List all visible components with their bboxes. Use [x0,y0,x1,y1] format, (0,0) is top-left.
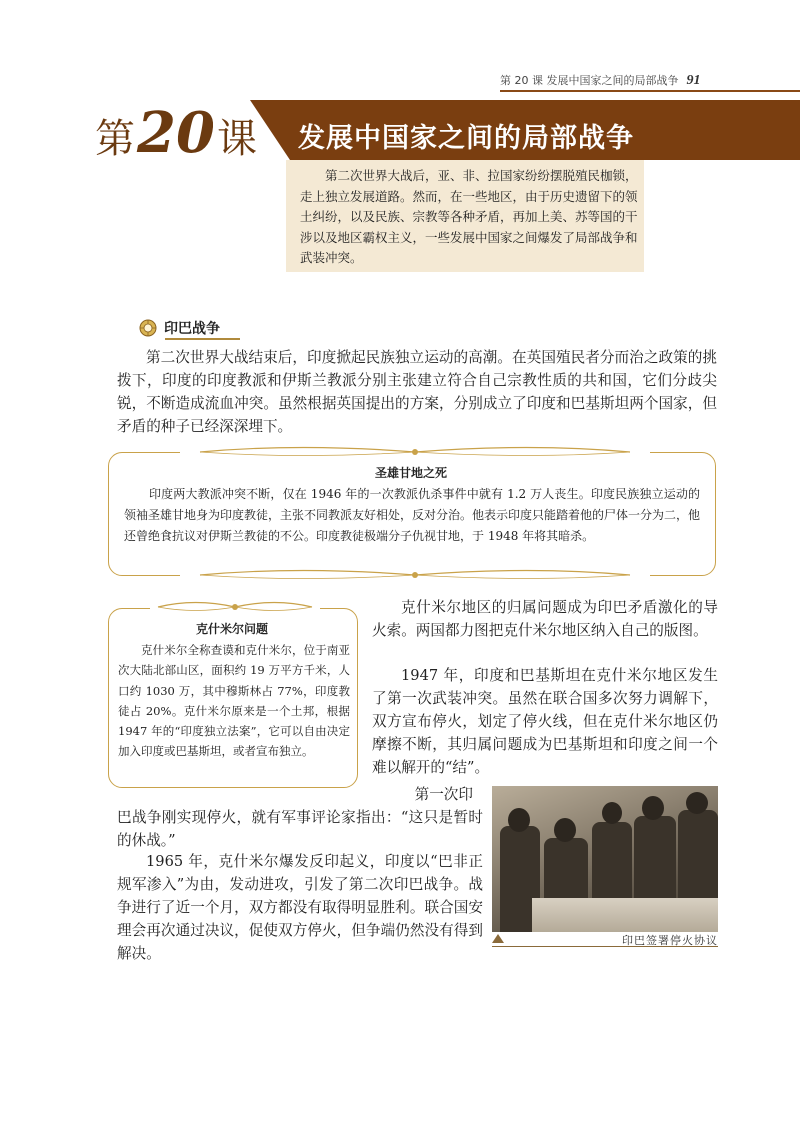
box-ornament-top [150,600,320,614]
kashmir-box-text: 克什米尔全称查谟和克什米尔，位于南亚次大陆北部山区，面积约 19 万平方千米，人口约 1030 万，其中穆斯林占 77%，印度教徒占 20%。克什米尔原来是一个土邦，根据 1947 年的“印度独立法案”，它可以自由决定加入印度或巴基斯坦，或者宣布独立。 [118,643,350,759]
kashmir-box-title: 克什米尔问题 [195,622,268,636]
paragraph-5: 1965 年，克什米尔爆发反印起义，印度以“巴非正规军渗入”为由，发动进攻，引发了第二次印巴战争。战争进行了近一个月，双方都没有取得明显胜利。联合国安理会再次通过决议，促使双方停火，但争端仍然没有得到解决。 [117,853,483,962]
running-title: 第 20 课 发展中国家之间的局部战争 [500,74,679,87]
caption-marker-icon [492,934,504,943]
photo-caption: 印巴签署停火协议 [622,934,718,947]
lesson-suffix: 课 [216,116,257,162]
section-heading [138,318,220,338]
paragraph-4 [117,783,483,852]
section-underline [165,338,240,340]
paragraph-1: 第二次世界大战结束后，印度掀起民族独立运动的高潮。在英国殖民者分而治之政策的挑拨下，印度的印度教派和伊斯兰教派分别主张建立符合自己宗教性质的共和国，它们分歧尖锐，不断造成流血冲突。虽然根据英国提出的方案，分别成立了印度和巴基斯坦两个国家，但矛盾的种子已经深深埋下。 [117,349,717,435]
paragraph-4-rest: 巴战争刚实现停火，就有军事评论家指出：“这只是暂时的休战。” [117,809,483,849]
section-heading-text: 印巴战争 [164,321,220,337]
page-number: 91 [686,73,701,88]
lesson-title: 发展中国家之间的局部战争 [298,123,634,154]
box-ornament-bottom [180,568,650,582]
gandhi-box-text: 印度两大教派冲突不断，仅在 1946 年的一次教派仇杀事件中就有 1.2 万人丧生。印度民族独立运动的领袖圣雄甘地身为印度教徒，主张不同教派友好相处，反对分治。他表示印度只能踏着他的尸体一分为二，他还曾绝食抗议对伊斯兰教徒的不公。印度教徒极端分子仇视甘地，于 1948 年将其暗杀。 [124,487,701,543]
paragraph-2: 克什米尔地区的归属问题成为印巴矛盾激化的导火索。两国都力图把克什米尔地区纳入自己的版图。 [372,599,718,639]
intro-text: 第二次世界大战后，亚、非、拉国家纷纷摆脱殖民枷锁，走上独立发展道路。然而，在一些地区，由于历史遗留下的领土纠纷，以及民族、宗教等各种矛盾，再加上美、苏等国的干涉以及地区霸权主义，一些发展中国家之间爆发了局部战争和武装冲突。 [300,168,638,265]
ceasefire-photo [492,786,718,932]
header-rule [500,90,800,92]
running-head [500,72,701,89]
paragraph-4-lead: 第一次印 [414,786,473,803]
box-ornament-top [180,445,650,459]
lesson-prefix: 第 [95,116,135,162]
gandhi-box-title: 圣雄甘地之死 [374,466,447,480]
paragraph-3: 1947 年，印度和巴基斯坦在克什米尔地区发生了第一次武装冲突。虽然在联合国多次努力调解下，双方宣布停火，划定了停火线，但在克什米尔地区仍摩擦不断，其归属问题成为巴基斯坦和印度之间一个难以解开的“结”。 [372,667,718,776]
lesson-number-label [95,100,257,166]
lesson-number: 20 [137,100,215,166]
ornament-icon [138,318,158,338]
